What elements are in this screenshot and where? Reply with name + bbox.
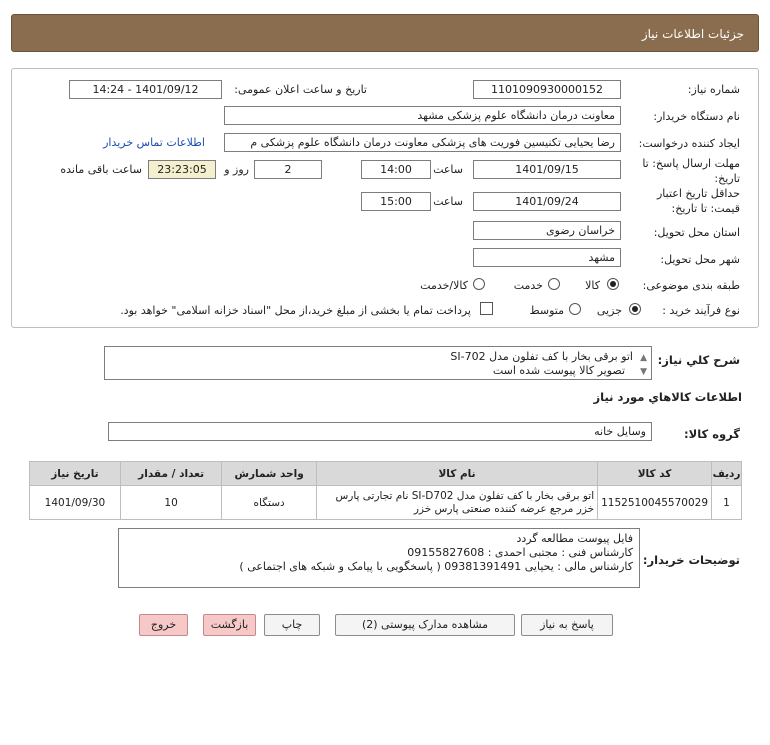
process-minor-radio[interactable]: [629, 303, 641, 315]
validity-date-field: 1401/09/24: [473, 192, 621, 211]
need-number-label: شماره نیاز:: [687, 83, 740, 96]
buyer-description-label: توضیحات خریدار:: [642, 553, 740, 567]
category-service-label: خدمت: [513, 279, 543, 292]
treasury-note: پرداخت تمام یا بخشی از مبلغ خرید،از محل "اسناد خزانه اسلامی" خواهد بود.: [120, 304, 471, 317]
creator-label: ایجاد کننده درخواست:: [638, 137, 740, 150]
cell-unit: دستگاه: [222, 486, 317, 520]
days-label: روز و: [224, 163, 249, 176]
buyer-label: نام دستگاه خریدار:: [653, 110, 740, 123]
category-service-radio[interactable]: [548, 278, 560, 290]
buyer-description-line3: کارشناس مالی : یحیایی 09381391491 ( پاسخگویی با پیامک و شبکه های اجتماعی ): [239, 560, 633, 573]
validity-label-date: قیمت: تا تاریخ:: [671, 202, 740, 215]
process-medium-label: متوسط: [529, 304, 564, 317]
buyer-field: معاونت درمان دانشگاه علوم پزشکی مشهد: [224, 106, 621, 125]
city-field: مشهد: [473, 248, 621, 267]
table-row: [30, 486, 742, 520]
col-unit-header: واحد شمارش: [222, 462, 317, 486]
buyer-contact-link[interactable]: اطلاعات تماس خریدار: [103, 136, 205, 149]
validity-time-label: ساعت: [433, 195, 463, 208]
process-label: نوع فرآیند خرید :: [662, 304, 740, 317]
announce-field: 1401/09/12 - 14:24: [69, 80, 222, 99]
category-goods-radio[interactable]: [607, 278, 619, 290]
goods-group-field: وسایل خانه: [108, 422, 652, 441]
category-label: طبقه بندی موضوعی:: [642, 279, 740, 292]
creator-field: رضا یحیایی تکنیسین فوریت های پزشکی معاونت درمان دانشگاه علوم پزشکی م: [224, 133, 621, 152]
need-description-box: [104, 346, 652, 380]
cell-date: 1401/09/30: [30, 486, 121, 520]
col-code-header: کد کالا: [598, 462, 712, 486]
col-qty-header: تعداد / مقدار: [120, 462, 221, 486]
cell-name: اتو برقی بخار با کف تفلون مدل SI-D702 نام تجارتی پارس خزر مرجع عرضه کننده صنعتی پارس خزر: [316, 486, 597, 520]
deadline-label: مهلت ارسال پاسخ: تا: [642, 157, 740, 170]
process-minor-label: جزیی: [596, 304, 622, 317]
treasury-checkbox[interactable]: [480, 302, 493, 315]
deadline-time-label: ساعت: [433, 163, 463, 176]
need-description-line2: تصویر کالا پیوست شده است: [492, 364, 625, 377]
col-date-header: تاریخ نیاز: [30, 462, 121, 486]
buyer-description-line1: فایل پیوست مطالعه گردد: [516, 532, 633, 545]
col-row-header: ردیف: [712, 462, 742, 486]
cell-code: 1152510045570029: [598, 486, 712, 520]
need-description-line1: اتو برقی بخار با کف تفلون مدل SI-702: [450, 350, 633, 363]
goods-section-title: اطلاعات کالاهاي مورد نياز: [593, 390, 742, 404]
time-remaining-field: 23:23:05: [148, 160, 216, 179]
province-field: خراسان رضوی: [473, 221, 621, 240]
category-both-radio[interactable]: [473, 278, 485, 290]
back-button[interactable]: بازگشت: [203, 614, 256, 636]
days-remaining-field: 2: [254, 160, 322, 179]
deadline-time-field: 14:00: [361, 160, 431, 179]
print-button[interactable]: چاپ: [264, 614, 320, 636]
category-goods-label: کالا: [585, 279, 600, 292]
province-label: استان محل تحویل:: [653, 226, 740, 239]
buyer-description-box: [118, 528, 640, 588]
deadline-date-field: 1401/09/15: [473, 160, 621, 179]
need-description-label: شرح کلي نياز:: [657, 353, 740, 367]
col-name-header: نام کالا: [316, 462, 597, 486]
validity-label: حداقل تاریخ اعتبار: [656, 187, 740, 200]
goods-table: [29, 461, 742, 520]
goods-group-label: گروه کالا:: [684, 427, 740, 441]
announce-label: تاریخ و ساعت اعلان عمومی:: [234, 83, 367, 96]
deadline-label-date: تاریخ:: [714, 172, 740, 185]
cell-qty: 10: [120, 486, 221, 520]
process-medium-radio[interactable]: [569, 303, 581, 315]
view-attachments-button[interactable]: مشاهده مدارک پیوستی (2): [335, 614, 515, 636]
reply-button[interactable]: پاسخ به نیاز: [521, 614, 613, 636]
validity-time-field: 15:00: [361, 192, 431, 211]
category-both-label: کالا/خدمت: [420, 279, 468, 292]
city-label: شهر محل تحویل:: [660, 253, 740, 266]
exit-button[interactable]: خروج: [139, 614, 188, 636]
page-title: جزئیات اطلاعات نیاز: [641, 27, 744, 41]
buyer-description-line2: کارشناس فنی : مجتبی احمدی : 09155827608: [407, 546, 633, 559]
scroll-grip-icon[interactable]: ▲ ▼: [640, 353, 647, 377]
page-header: [11, 14, 759, 52]
need-number-field: 1101090930000152: [473, 80, 621, 99]
table-header-row: [30, 462, 742, 486]
time-remaining-label: ساعت باقی مانده: [60, 163, 142, 176]
cell-row: 1: [712, 486, 742, 520]
